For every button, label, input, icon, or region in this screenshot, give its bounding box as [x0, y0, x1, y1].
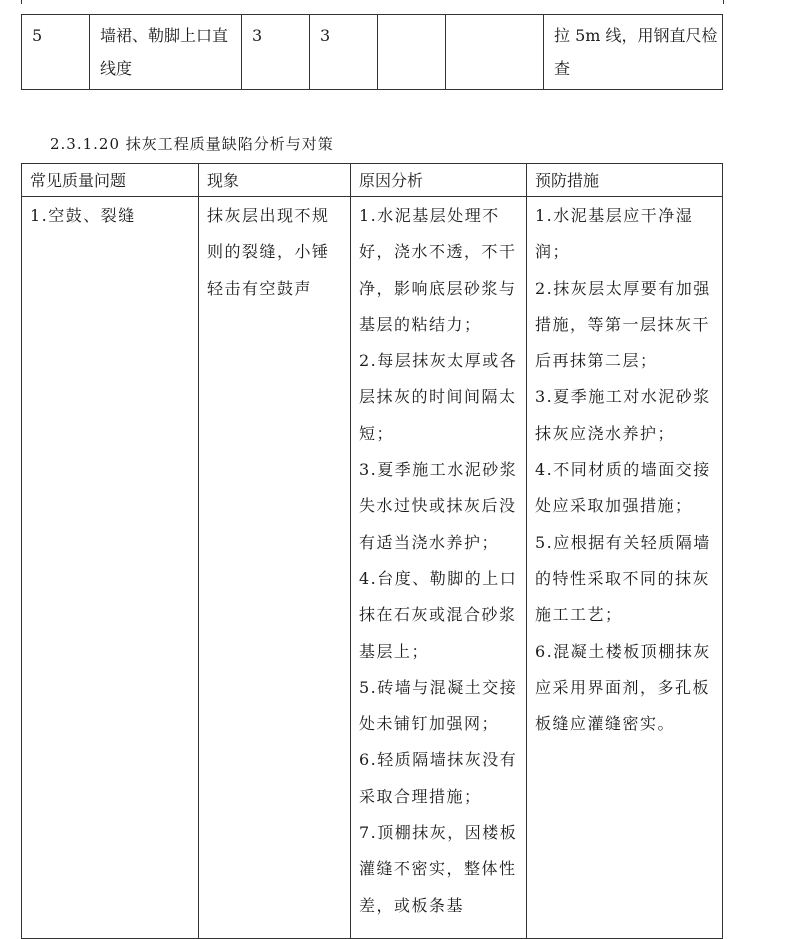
cause-item: 3.夏季施工水泥砂浆失水过快或抹灰后没有适当浇水养护；	[359, 460, 518, 552]
table-header-row	[22, 164, 723, 197]
causes-cell	[351, 197, 527, 939]
measure-item: 6.混凝土楼板顶棚抹灰应采用界面剂，多孔板板缝应灌缝密实。	[535, 641, 711, 734]
tolerance-table	[21, 14, 723, 90]
inspection-item: 墙裙、勒脚上口直线度	[90, 15, 242, 90]
measure-item: 1.水泥基层应干净湿润；	[535, 206, 694, 262]
column-header-causes: 原因分析	[351, 164, 527, 197]
row-number: 5	[22, 15, 90, 90]
cause-item: 6.轻质隔墙抹灰没有采取合理措施；	[359, 750, 518, 806]
table-row	[22, 197, 723, 939]
column-header-measures: 预防措施	[527, 164, 723, 197]
cause-item: 4.台度、勒脚的上口抹在石灰或混合砂浆基层上；	[359, 568, 518, 661]
defect-analysis-table	[21, 163, 723, 939]
section-caption: 2.3.1.20 抹灰工程质量缺陷分析与对策	[50, 135, 334, 153]
tolerance-value-4	[446, 15, 544, 90]
measure-item: 2.抹灰层太厚要有加强措施，等第一层抹灰干后再抹第二层；	[535, 278, 711, 371]
inspection-method: 拉 5m 线，用钢直尺检查	[544, 15, 723, 90]
column-header-phenomenon: 现象	[199, 164, 351, 197]
cause-item: 7.顶棚抹灰，因楼板灌缝不密实，整体性差，或板条基	[359, 823, 518, 915]
measure-item: 4.不同材质的墙面交接处应采取加强措施；	[535, 460, 711, 516]
tolerance-value-3	[378, 15, 446, 90]
tolerance-value-2: 3	[310, 15, 378, 90]
measure-item: 3.夏季施工对水泥砂浆抹灰应浇水养护；	[535, 387, 711, 443]
problem-cell: 1.空鼓、裂缝	[22, 197, 199, 939]
previous-table-edge	[21, 0, 724, 4]
measures-cell	[527, 197, 723, 939]
cause-item: 5.砖墙与混凝土交接处未铺钉加强网；	[359, 677, 518, 734]
column-header-problem: 常见质量问题	[22, 164, 199, 197]
phenomenon-cell: 抹灰层出现不规则的裂缝，小锤轻击有空鼓声	[199, 197, 351, 939]
tolerance-value-1: 3	[242, 15, 310, 90]
cause-item: 2.每层抹灰太厚或各层抹灰的时间间隔太短；	[359, 351, 518, 443]
table-row	[22, 15, 723, 90]
cause-item: 1.水泥基层处理不好，浇水不透，不干净，影响底层砂浆与基层的粘结力；	[359, 206, 517, 334]
measure-item: 5.应根据有关轻质隔墙的特性采取不同的抹灰施工工艺；	[535, 532, 711, 625]
